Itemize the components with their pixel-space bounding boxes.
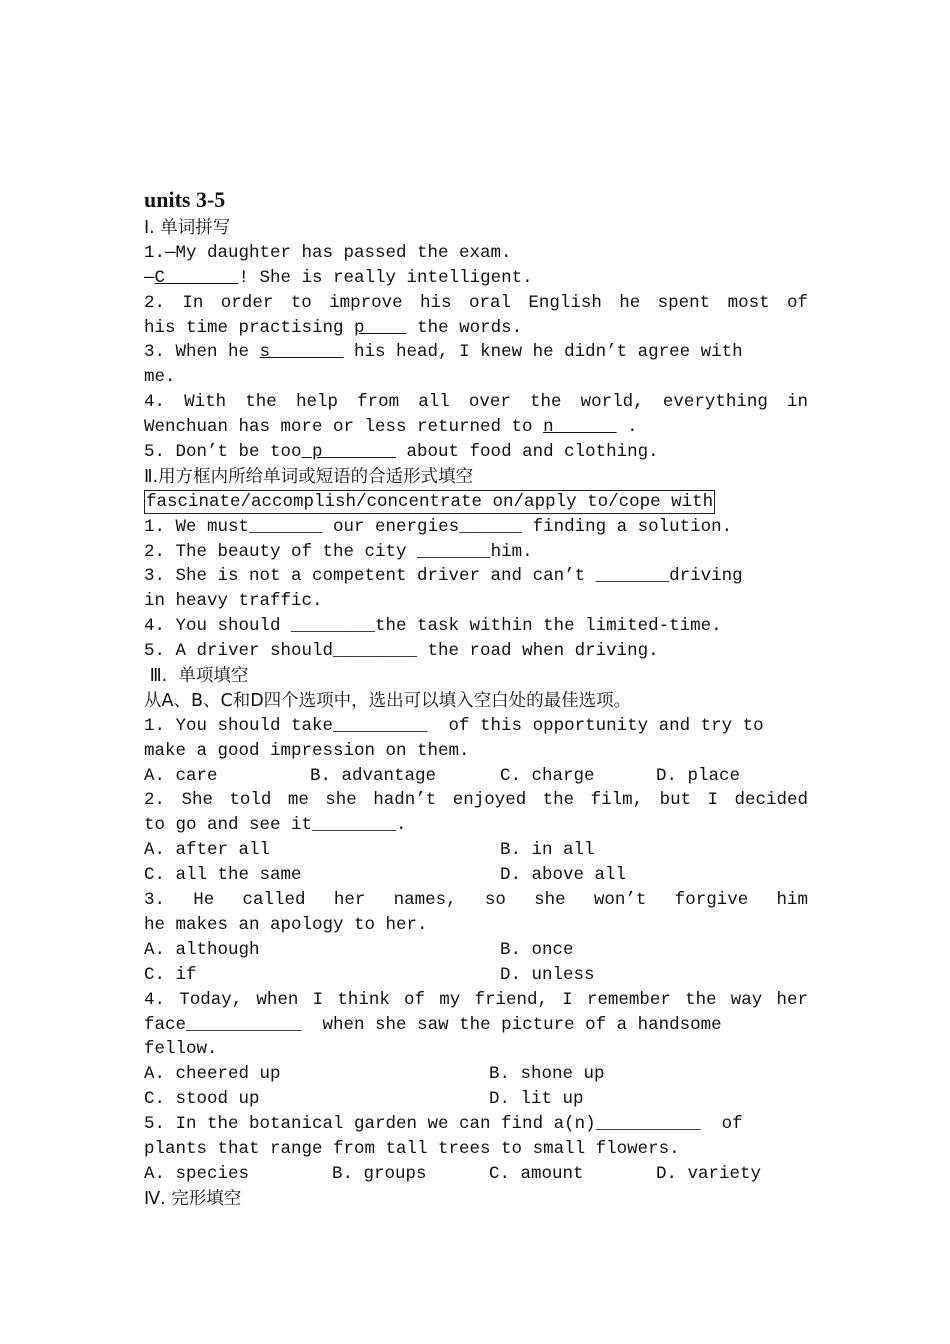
text: 2. The beauty of the city	[144, 541, 418, 562]
blank: _________	[333, 715, 428, 736]
text: 3. She is not a competent driver and can’t	[144, 566, 596, 587]
option: A. cheered up	[144, 1064, 281, 1085]
option: B. once	[500, 939, 574, 960]
option: B. groups	[332, 1163, 427, 1184]
blank-p2: p	[301, 442, 397, 463]
text: the task within the limited-time.	[375, 616, 722, 637]
page-title: units 3-5	[144, 187, 226, 212]
q1-options	[144, 764, 808, 789]
text: when she saw the picture of a handsome	[301, 1014, 722, 1035]
s2-line-5	[144, 614, 808, 639]
s1-line-3: 2. In order to improve his oral English he spent most of	[144, 292, 808, 313]
text: the words.	[406, 317, 523, 338]
q4-line-3: fellow.	[144, 1039, 218, 1060]
text: 5. A driver should	[144, 641, 334, 662]
option: B. in all	[500, 840, 595, 861]
q2-line-1: 2. She told me she hadn’t enjoyed the film, but I decided	[144, 790, 808, 811]
s1-line-9	[144, 440, 808, 465]
q3-line-2: he makes an apology to her.	[144, 914, 428, 935]
blank: _______	[417, 541, 491, 562]
s1-line-4	[144, 316, 808, 341]
text: finding a solution.	[522, 516, 733, 537]
text: the road when driving.	[417, 641, 659, 662]
text: about food and clothing.	[396, 442, 659, 463]
option: D. unless	[500, 964, 595, 985]
text: 5. In the botanical garden we can find a(n)	[144, 1114, 596, 1135]
option: A. care	[144, 765, 218, 786]
text: our energies	[322, 516, 460, 537]
option: C. stood up	[144, 1089, 260, 1110]
option: A. after all	[144, 840, 271, 861]
text: 1. We must	[144, 516, 250, 537]
text: 3. When he	[144, 342, 260, 363]
q5-line-2: plants that range from tall trees to small flowers.	[144, 1138, 680, 1159]
s1-line-5	[144, 340, 808, 365]
text: of	[700, 1114, 743, 1135]
worksheet	[144, 186, 808, 1212]
dash: —	[144, 267, 155, 288]
section-3-heading: Ⅲ. 单项填空	[144, 666, 249, 687]
text: .	[616, 417, 638, 438]
text: .	[396, 815, 407, 836]
q4-options-1	[144, 1062, 808, 1087]
word-box-line	[144, 490, 808, 515]
option: D. variety	[656, 1163, 762, 1184]
blank-n: n	[543, 417, 617, 438]
s1-line-7: 4. With the help from all over the world, everything in	[144, 392, 808, 413]
q2-options-1	[144, 838, 808, 863]
text: to go and see it	[144, 815, 313, 836]
option: B. shone up	[489, 1064, 605, 1085]
option: D. place	[656, 765, 741, 786]
q1-line-2: make a good impression on them.	[144, 740, 470, 761]
q4-options-2	[144, 1087, 808, 1112]
blank: ___________	[186, 1014, 302, 1035]
s1-line-2	[144, 266, 808, 291]
section-2-heading: Ⅱ.用方框内所给单词或短语的合适形式填空	[144, 466, 474, 487]
text: 5. Don’t be too	[144, 442, 302, 463]
q2-options-2	[144, 863, 808, 888]
blank: ________	[333, 641, 418, 662]
blank: ________	[291, 616, 376, 637]
option: A. although	[144, 939, 260, 960]
text: 1. You should take	[144, 715, 334, 736]
section-3-intro: 从A、B、C和D四个选项中，选出可以填入空白处的最佳选项。	[144, 690, 632, 711]
text: Wenchuan has more or less returned to	[144, 417, 544, 438]
s1-line-8	[144, 415, 808, 440]
s2-line-4: in heavy traffic.	[144, 591, 323, 612]
q5-options	[144, 1162, 808, 1187]
text: driving	[669, 566, 743, 587]
option: C. charge	[500, 765, 595, 786]
option: C. amount	[489, 1163, 584, 1184]
blank: _______	[249, 516, 323, 537]
q1-line-1	[144, 714, 808, 739]
section-1-heading: Ⅰ. 单词拼写	[144, 218, 231, 238]
blank-s: s	[259, 342, 344, 363]
s1-line-6: me.	[144, 367, 176, 388]
q3-options-1	[144, 938, 808, 963]
s2-line-2	[144, 540, 808, 565]
s2-line-1	[144, 515, 808, 540]
blank-c: C	[154, 267, 239, 288]
text: ! She is really intelligent.	[238, 267, 533, 288]
text: of this opportunity and try to	[427, 715, 764, 736]
q3-line-1: 3. He called her names, so she won’t forgive him	[144, 890, 808, 911]
q2-line-2	[144, 813, 808, 838]
q4-line-2	[144, 1013, 808, 1038]
q5-line-1	[144, 1112, 808, 1137]
s1-line-1: 1.—My daughter has passed the exam.	[144, 242, 512, 263]
option: B. advantage	[310, 765, 437, 786]
section-4-heading: Ⅳ. 完形填空	[144, 1188, 242, 1209]
text: his time practising	[144, 317, 355, 338]
text: face	[144, 1014, 187, 1035]
word-box: fascinate/accomplish/concentrate on/apply to/cope with	[146, 491, 714, 512]
option: C. all the same	[144, 865, 302, 886]
blank: ________	[312, 815, 397, 836]
option: D. lit up	[489, 1089, 584, 1110]
text: 4. You should	[144, 616, 292, 637]
q4-line-1: 4. Today, when I think of my friend, I remember the way her	[144, 989, 808, 1010]
s2-line-3	[144, 564, 808, 589]
text: him.	[490, 541, 533, 562]
s2-line-6	[144, 639, 808, 664]
option: C. if	[144, 964, 197, 985]
q3-options-2	[144, 963, 808, 988]
option: A. species	[144, 1163, 250, 1184]
blank-p: p	[354, 317, 407, 338]
blank: ______	[459, 516, 523, 537]
text: his head, I knew he didn’t agree with	[343, 342, 743, 363]
blank: __________	[595, 1114, 701, 1135]
blank: _______	[595, 566, 670, 587]
option: D. above all	[500, 865, 627, 886]
